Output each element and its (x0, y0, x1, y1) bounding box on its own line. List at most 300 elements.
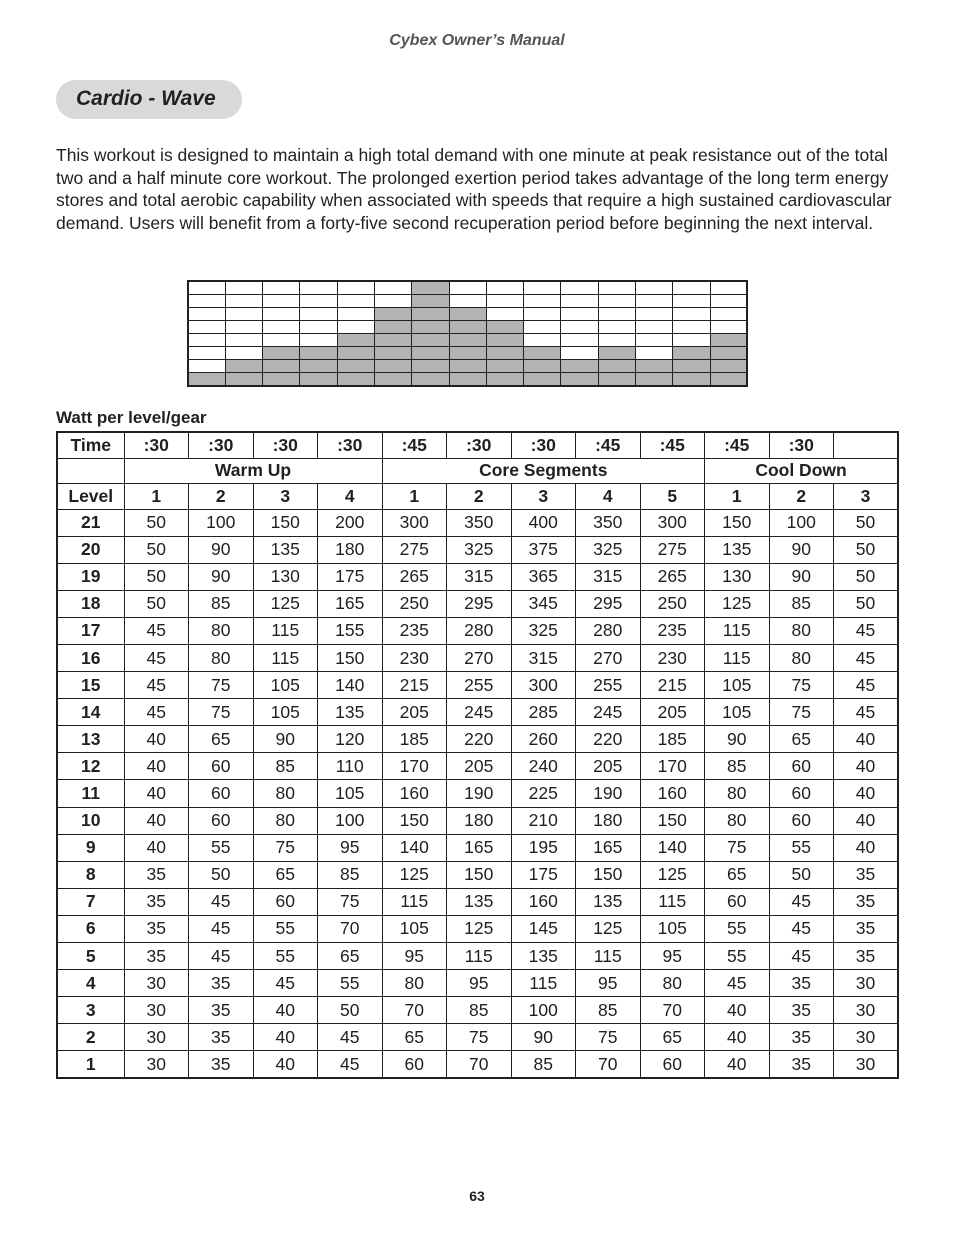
watt-cell: 80 (189, 617, 254, 644)
watt-cell: 50 (124, 590, 189, 617)
watt-cell: 40 (834, 726, 899, 753)
profile-cell-empty (636, 333, 673, 346)
step-number: 4 (318, 484, 383, 510)
profile-cell-filled (263, 360, 300, 373)
watt-cell: 60 (769, 780, 834, 807)
watt-cell: 30 (124, 970, 189, 997)
watt-cell: 55 (253, 915, 318, 942)
watt-cell: 105 (705, 699, 770, 726)
table-row (57, 888, 898, 915)
profile-cell-empty (225, 294, 262, 307)
watt-cell: 220 (576, 726, 641, 753)
watt-cell: 40 (834, 780, 899, 807)
profile-cell-filled (486, 360, 523, 373)
profile-cell-filled (374, 307, 411, 320)
watt-cell: 35 (124, 861, 189, 888)
watt-cell: 130 (253, 563, 318, 590)
watt-cell: 45 (705, 970, 770, 997)
profile-cell-empty (636, 320, 673, 333)
level-cell: 12 (57, 753, 124, 780)
watt-cell: 220 (447, 726, 512, 753)
watt-cell: 315 (447, 563, 512, 590)
profile-row (188, 320, 747, 333)
watt-cell: 80 (253, 807, 318, 834)
watt-cell: 275 (382, 536, 447, 563)
step-number: 1 (124, 484, 189, 510)
table-row (57, 1024, 898, 1051)
profile-cell-filled (374, 320, 411, 333)
table-row (57, 536, 898, 563)
watt-cell: 60 (705, 888, 770, 915)
level-cell: 18 (57, 590, 124, 617)
time-cell: :30 (511, 432, 576, 458)
watt-cell: 95 (382, 943, 447, 970)
table-row (57, 970, 898, 997)
watt-cell: 60 (640, 1051, 705, 1079)
watt-cell: 125 (705, 590, 770, 617)
watt-cell: 95 (318, 834, 383, 861)
watt-cell: 235 (640, 617, 705, 644)
watt-cell: 45 (769, 915, 834, 942)
profile-cell-empty (636, 281, 673, 294)
profile-cell-empty (300, 320, 337, 333)
profile-cell-filled (598, 373, 635, 386)
table-row (57, 780, 898, 807)
time-label: Time (57, 432, 124, 458)
watt-cell: 80 (382, 970, 447, 997)
watt-cell: 35 (189, 1024, 254, 1051)
group-header: Core Segments (382, 458, 705, 484)
watt-cell: 40 (253, 1051, 318, 1079)
watt-cell: 35 (769, 970, 834, 997)
watt-cell: 215 (640, 672, 705, 699)
resistance-profile-chart (187, 280, 748, 387)
watt-cell: 65 (318, 943, 383, 970)
profile-cell-filled (486, 320, 523, 333)
profile-cell-filled (449, 320, 486, 333)
profile-cell-filled (412, 281, 449, 294)
watt-cell: 115 (382, 888, 447, 915)
watt-cell: 70 (640, 997, 705, 1024)
profile-cell-filled (449, 307, 486, 320)
watt-cell: 285 (511, 699, 576, 726)
watt-cell: 60 (769, 753, 834, 780)
watt-cell: 35 (189, 1051, 254, 1079)
profile-cell-filled (225, 360, 262, 373)
watt-cell: 170 (640, 753, 705, 780)
level-cell: 7 (57, 888, 124, 915)
watt-cell: 90 (189, 563, 254, 590)
profile-cell-empty (337, 307, 374, 320)
watt-cell: 150 (318, 644, 383, 671)
watt-cell: 45 (253, 970, 318, 997)
watt-cell: 140 (318, 672, 383, 699)
watt-cell: 70 (318, 915, 383, 942)
profile-cell-empty (710, 281, 747, 294)
profile-cell-filled (337, 333, 374, 346)
watt-cell: 150 (253, 509, 318, 536)
watt-cell: 215 (382, 672, 447, 699)
level-cell: 11 (57, 780, 124, 807)
watt-cell: 80 (705, 780, 770, 807)
watt-cell: 325 (576, 536, 641, 563)
profile-cell-empty (673, 333, 710, 346)
watt-cell: 280 (576, 617, 641, 644)
profile-cell-empty (598, 320, 635, 333)
profile-cell-filled (188, 373, 225, 386)
watt-cell: 85 (253, 753, 318, 780)
profile-cell-filled (374, 333, 411, 346)
watt-cell: 80 (189, 644, 254, 671)
watt-cell: 140 (640, 834, 705, 861)
watt-cell: 75 (189, 672, 254, 699)
profile-cell-empty (561, 320, 598, 333)
watt-cell: 115 (705, 617, 770, 644)
watt-cell: 115 (253, 617, 318, 644)
watt-cell: 400 (511, 509, 576, 536)
profile-cell-filled (673, 360, 710, 373)
watt-cell: 205 (382, 699, 447, 726)
profile-cell-empty (300, 307, 337, 320)
watt-cell: 85 (705, 753, 770, 780)
profile-cell-empty (188, 294, 225, 307)
profile-cell-empty (673, 281, 710, 294)
section-title: Cardio - Wave (56, 80, 242, 119)
watt-cell: 115 (447, 943, 512, 970)
watt-cell: 200 (318, 509, 383, 536)
watt-cell: 150 (382, 807, 447, 834)
watt-cell: 170 (382, 753, 447, 780)
watt-cell: 250 (640, 590, 705, 617)
profile-cell-empty (561, 333, 598, 346)
watt-cell: 55 (705, 943, 770, 970)
watt-cell: 75 (769, 672, 834, 699)
step-number: 1 (705, 484, 770, 510)
table-caption: Watt per level/gear (56, 408, 207, 427)
profile-cell-empty (188, 320, 225, 333)
watt-cell: 35 (769, 997, 834, 1024)
watt-cell: 105 (253, 672, 318, 699)
profile-cell-empty (263, 320, 300, 333)
watt-cell: 375 (511, 536, 576, 563)
watt-cell: 115 (576, 943, 641, 970)
watt-cell: 100 (769, 509, 834, 536)
watt-cell: 40 (705, 1024, 770, 1051)
profile-cell-filled (486, 333, 523, 346)
watt-cell: 230 (640, 644, 705, 671)
profile-cell-empty (300, 281, 337, 294)
profile-cell-filled (598, 346, 635, 359)
watt-cell: 40 (834, 834, 899, 861)
profile-cell-empty (300, 333, 337, 346)
profile-cell-filled (412, 294, 449, 307)
watt-cell: 85 (511, 1051, 576, 1079)
table-row (57, 672, 898, 699)
watt-cell: 90 (769, 563, 834, 590)
watt-cell: 30 (124, 997, 189, 1024)
profile-row (188, 360, 747, 373)
profile-cell-empty (188, 360, 225, 373)
time-cell (834, 432, 899, 458)
watt-cell: 35 (834, 943, 899, 970)
profile-cell-filled (300, 360, 337, 373)
table-row (57, 699, 898, 726)
watt-cell: 260 (511, 726, 576, 753)
profile-row (188, 294, 747, 307)
profile-cell-filled (449, 360, 486, 373)
profile-cell-empty (225, 307, 262, 320)
watt-cell: 180 (318, 536, 383, 563)
profile-cell-empty (598, 281, 635, 294)
watt-cell: 190 (576, 780, 641, 807)
profile-row (188, 373, 747, 386)
watt-cell: 45 (834, 644, 899, 671)
watt-cell: 30 (124, 1024, 189, 1051)
watt-cell: 225 (511, 780, 576, 807)
profile-cell-empty (673, 320, 710, 333)
watt-cell: 50 (124, 536, 189, 563)
time-cell: :30 (253, 432, 318, 458)
watt-cell: 60 (189, 807, 254, 834)
profile-cell-filled (710, 360, 747, 373)
watt-cell: 160 (382, 780, 447, 807)
profile-cell-empty (561, 294, 598, 307)
watt-cell: 40 (705, 997, 770, 1024)
level-cell: 8 (57, 861, 124, 888)
watt-cell: 315 (511, 644, 576, 671)
watt-cell: 145 (511, 915, 576, 942)
profile-cell-empty (337, 294, 374, 307)
table-row (57, 807, 898, 834)
watt-cell: 110 (318, 753, 383, 780)
watt-cell: 75 (769, 699, 834, 726)
profile-cell-empty (710, 320, 747, 333)
watt-cell: 105 (382, 915, 447, 942)
watt-cell: 30 (834, 1051, 899, 1079)
profile-cell-filled (374, 346, 411, 359)
watt-cell: 35 (124, 915, 189, 942)
watt-cell: 210 (511, 807, 576, 834)
level-cell: 19 (57, 563, 124, 590)
watt-cell: 60 (769, 807, 834, 834)
table-row (57, 1051, 898, 1079)
profile-cell-filled (412, 360, 449, 373)
profile-cell-filled (449, 333, 486, 346)
profile-cell-empty (486, 307, 523, 320)
profile-cell-filled (710, 333, 747, 346)
watt-cell: 240 (511, 753, 576, 780)
profile-cell-filled (673, 346, 710, 359)
watt-cell: 180 (447, 807, 512, 834)
profile-cell-filled (524, 360, 561, 373)
profile-cell-filled (412, 346, 449, 359)
profile-cell-filled (524, 373, 561, 386)
watt-cell: 45 (189, 915, 254, 942)
watt-cell: 40 (705, 1051, 770, 1079)
profile-cell-filled (636, 360, 673, 373)
intro-paragraph: This workout is designed to maintain a high total demand with one minute at peak resistance out of the total two and a half minute core workout. The prolonged exertion period takes advantage of the long term energy stores and total aerobic capability when associated with speeds that require a high sustained cardiovascular demand. Users will benefit from a forty-five second recuperation period before beginning the next interval. (56, 145, 892, 233)
watt-cell: 115 (511, 970, 576, 997)
watt-cell: 65 (253, 861, 318, 888)
profile-cell-filled (561, 373, 598, 386)
level-cell: 9 (57, 834, 124, 861)
watt-cell: 135 (705, 536, 770, 563)
level-cell: 1 (57, 1051, 124, 1079)
time-cell: :30 (769, 432, 834, 458)
watt-cell: 35 (834, 861, 899, 888)
watt-cell: 255 (447, 672, 512, 699)
step-number: 5 (640, 484, 705, 510)
profile-cell-empty (486, 294, 523, 307)
watt-cell: 90 (705, 726, 770, 753)
watt-cell: 150 (705, 509, 770, 536)
profile-cell-filled (412, 333, 449, 346)
watt-cell: 150 (447, 861, 512, 888)
watt-cell: 350 (447, 509, 512, 536)
watt-cell: 175 (511, 861, 576, 888)
profile-cell-filled (486, 373, 523, 386)
watt-cell: 125 (447, 915, 512, 942)
watt-cell: 135 (318, 699, 383, 726)
watt-cell: 115 (705, 644, 770, 671)
watt-cell: 105 (318, 780, 383, 807)
watt-cell: 45 (769, 943, 834, 970)
watt-cell: 45 (124, 672, 189, 699)
watt-cell: 50 (318, 997, 383, 1024)
table-row (57, 617, 898, 644)
profile-cell-empty (374, 281, 411, 294)
profile-cell-empty (636, 346, 673, 359)
watt-table (56, 431, 899, 1079)
profile-cell-filled (449, 373, 486, 386)
profile-cell-empty (225, 346, 262, 359)
watt-cell: 205 (447, 753, 512, 780)
profile-grid (187, 280, 748, 387)
table-row (57, 997, 898, 1024)
group-corner (57, 458, 124, 484)
table-row (57, 590, 898, 617)
watt-cell: 160 (511, 888, 576, 915)
watt-cell: 70 (447, 1051, 512, 1079)
step-number: 3 (834, 484, 899, 510)
group-header: Warm Up (124, 458, 382, 484)
profile-cell-empty (225, 333, 262, 346)
watt-cell: 55 (189, 834, 254, 861)
level-label: Level (57, 484, 124, 510)
profile-cell-filled (636, 373, 673, 386)
watt-cell: 65 (640, 1024, 705, 1051)
profile-cell-filled (337, 346, 374, 359)
watt-cell: 60 (189, 753, 254, 780)
watt-cell: 55 (769, 834, 834, 861)
watt-cell: 130 (705, 563, 770, 590)
step-number: 3 (253, 484, 318, 510)
time-cell: :45 (640, 432, 705, 458)
profile-cell-empty (524, 294, 561, 307)
watt-cell: 80 (705, 807, 770, 834)
watt-cell: 75 (705, 834, 770, 861)
profile-cell-filled (710, 346, 747, 359)
watt-cell: 85 (447, 997, 512, 1024)
watt-cell: 275 (640, 536, 705, 563)
profile-cell-filled (673, 373, 710, 386)
profile-cell-empty (524, 333, 561, 346)
watt-cell: 105 (705, 672, 770, 699)
watt-cell: 250 (382, 590, 447, 617)
watt-cell: 115 (640, 888, 705, 915)
watt-cell: 80 (769, 617, 834, 644)
profile-cell-filled (263, 373, 300, 386)
watt-cell: 40 (124, 807, 189, 834)
profile-cell-empty (263, 294, 300, 307)
profile-cell-empty (524, 320, 561, 333)
watt-cell: 35 (124, 943, 189, 970)
level-cell: 13 (57, 726, 124, 753)
watt-cell: 325 (447, 536, 512, 563)
profile-cell-filled (263, 346, 300, 359)
level-cell: 14 (57, 699, 124, 726)
watt-cell: 40 (124, 753, 189, 780)
watt-cell: 95 (640, 943, 705, 970)
profile-row (188, 281, 747, 294)
watt-cell: 50 (124, 563, 189, 590)
profile-cell-filled (412, 320, 449, 333)
profile-cell-empty (188, 346, 225, 359)
profile-cell-filled (710, 373, 747, 386)
profile-cell-empty (337, 320, 374, 333)
profile-cell-empty (598, 294, 635, 307)
watt-cell: 90 (253, 726, 318, 753)
time-cell: :30 (318, 432, 383, 458)
watt-cell: 125 (640, 861, 705, 888)
profile-cell-empty (263, 307, 300, 320)
level-cell: 10 (57, 807, 124, 834)
level-cell: 17 (57, 617, 124, 644)
watt-cell: 150 (576, 861, 641, 888)
profile-cell-filled (337, 373, 374, 386)
watt-cell: 120 (318, 726, 383, 753)
watt-cell: 85 (318, 861, 383, 888)
watt-cell: 75 (189, 699, 254, 726)
profile-cell-empty (337, 281, 374, 294)
watt-cell: 35 (189, 970, 254, 997)
profile-cell-empty (524, 281, 561, 294)
watt-cell: 135 (253, 536, 318, 563)
watt-cell: 205 (640, 699, 705, 726)
watt-cell: 125 (382, 861, 447, 888)
step-number: 4 (576, 484, 641, 510)
watt-cell: 75 (253, 834, 318, 861)
profile-cell-empty (598, 307, 635, 320)
running-header: Cybex Owner’s Manual (389, 32, 565, 49)
table-row (57, 563, 898, 590)
watt-cell: 90 (189, 536, 254, 563)
watt-cell: 365 (511, 563, 576, 590)
profile-cell-empty (188, 333, 225, 346)
watt-cell: 295 (447, 590, 512, 617)
watt-cell: 35 (834, 915, 899, 942)
watt-cell: 40 (124, 780, 189, 807)
time-row (57, 432, 898, 458)
time-cell: :30 (189, 432, 254, 458)
watt-cell: 60 (382, 1051, 447, 1079)
watt-cell: 95 (576, 970, 641, 997)
watt-cell: 125 (576, 915, 641, 942)
page-number: 63 (469, 1188, 485, 1204)
profile-cell-filled (300, 346, 337, 359)
watt-cell: 80 (769, 644, 834, 671)
watt-cell: 40 (124, 726, 189, 753)
